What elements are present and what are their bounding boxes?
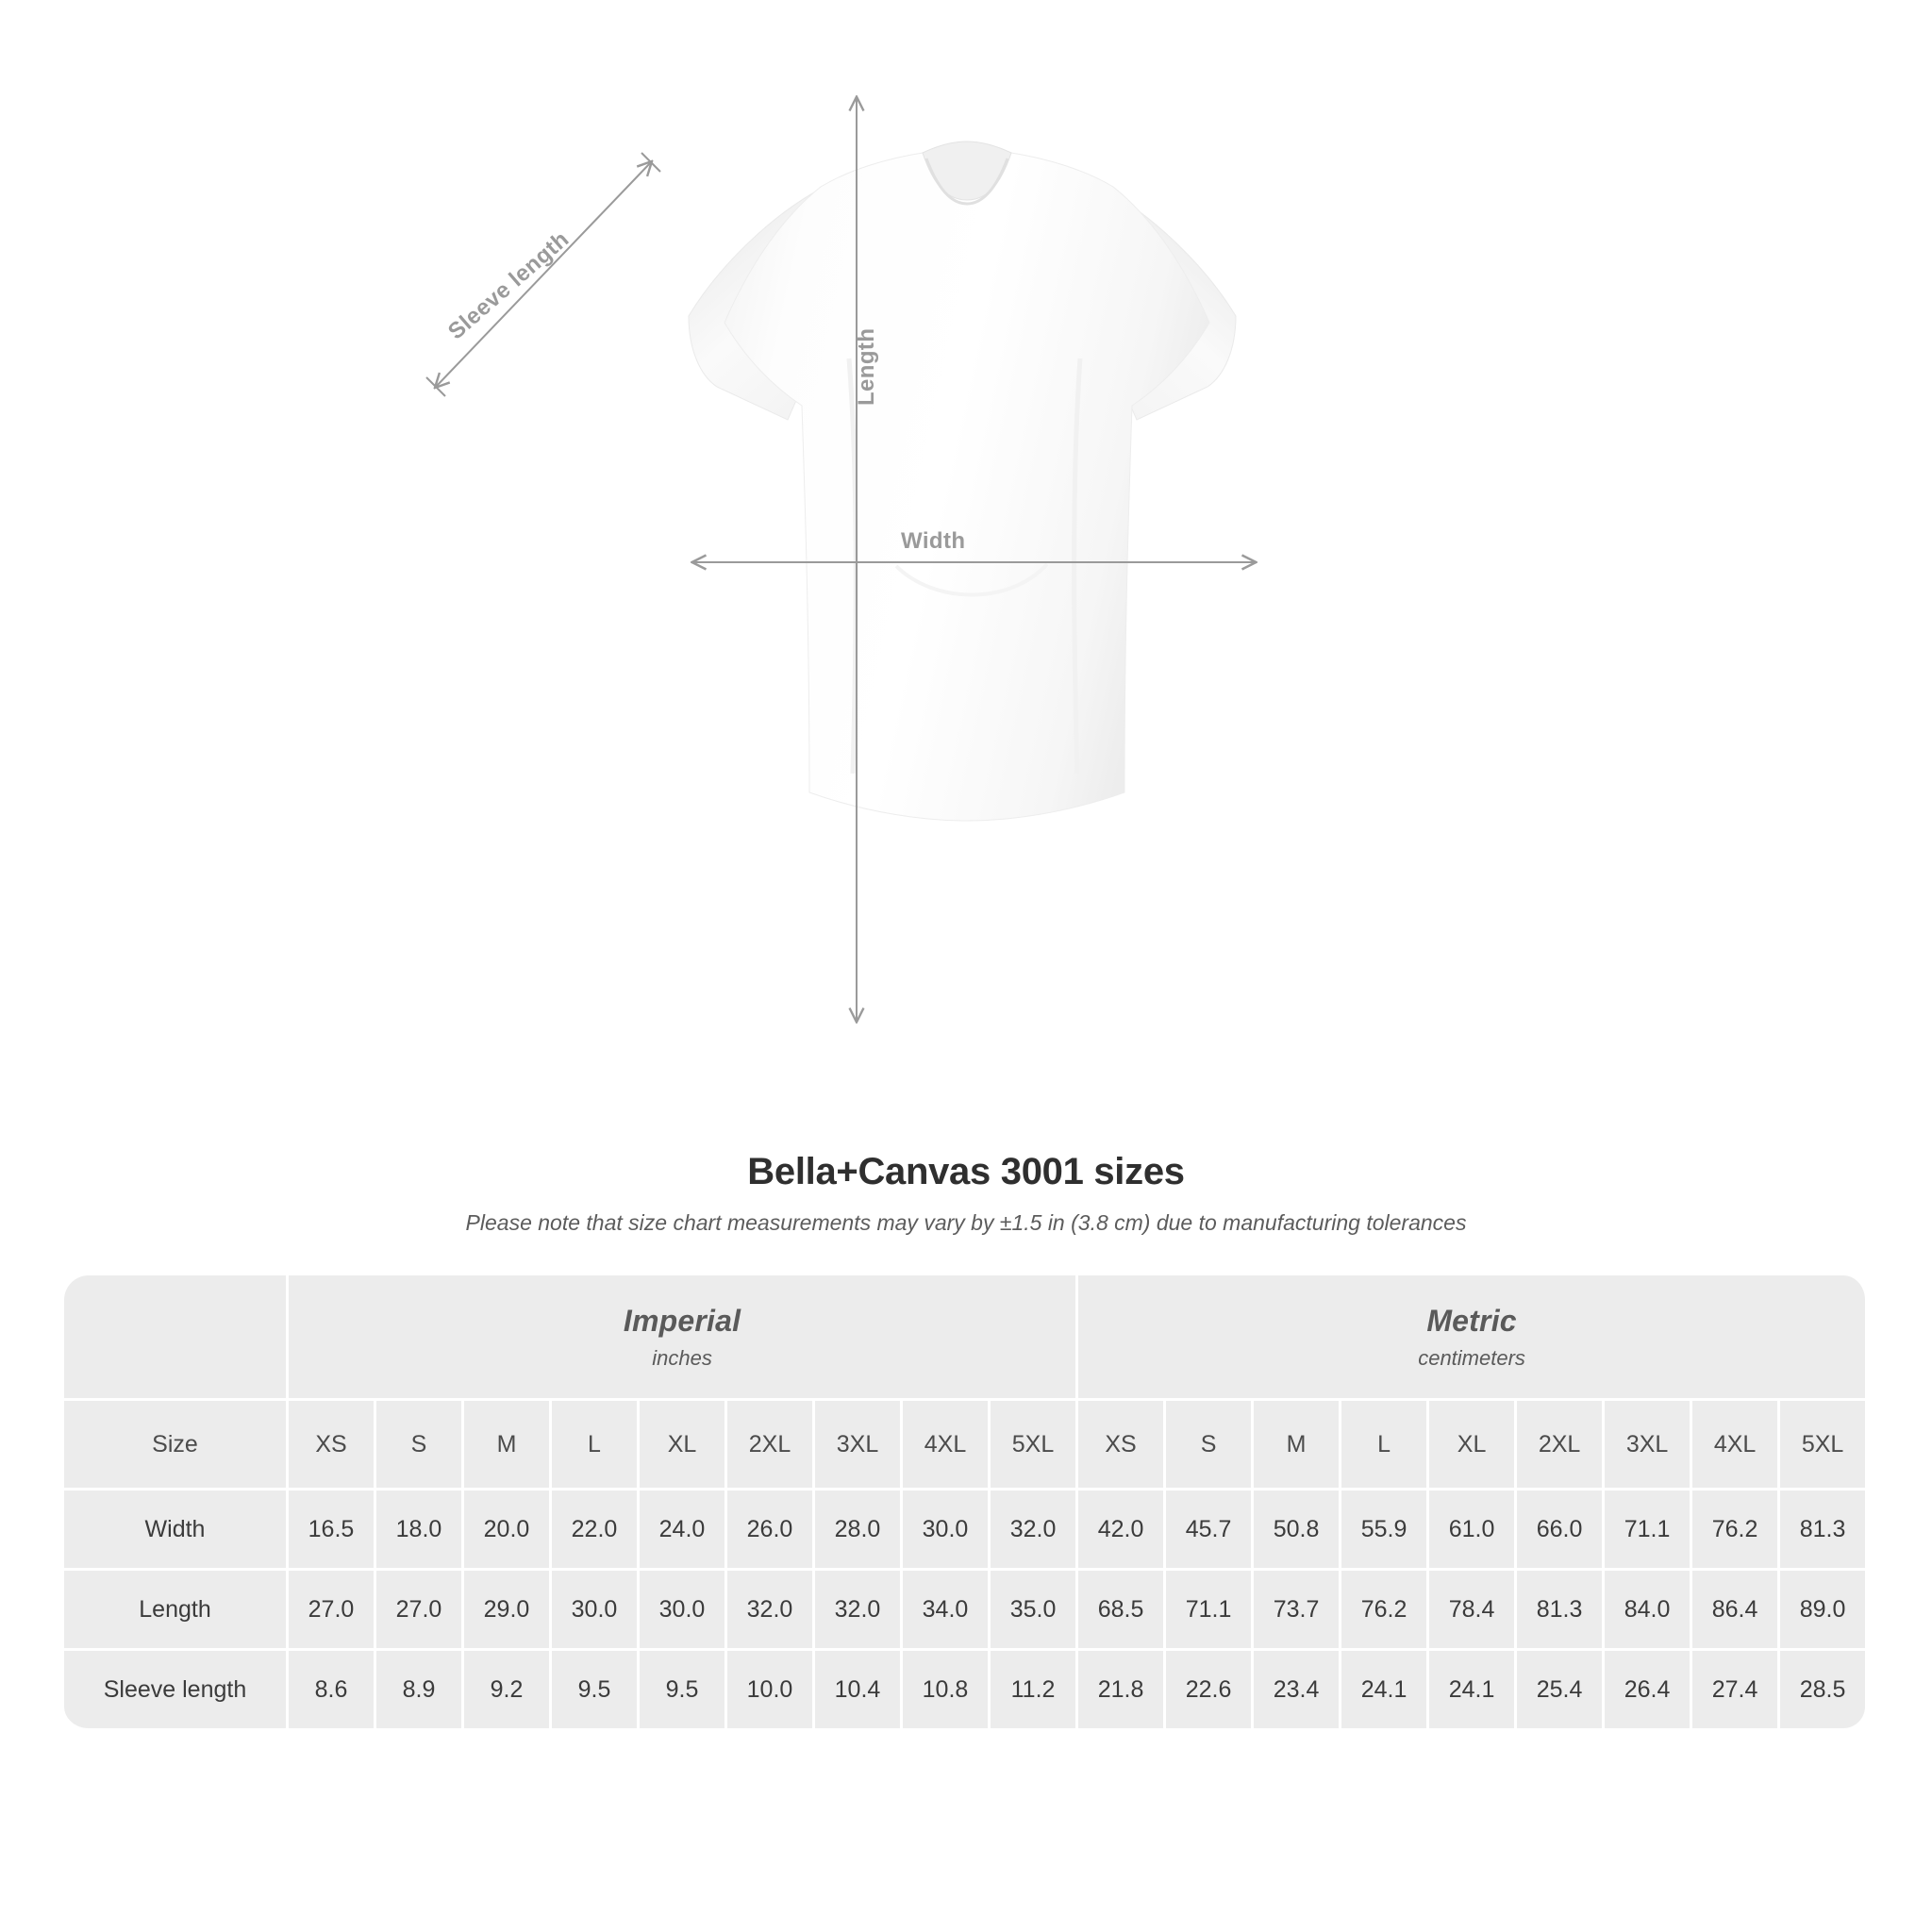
size-header-metric-3xl: 3XL bbox=[1605, 1401, 1692, 1491]
cell-sleeve-imperial-4xl: 10.8 bbox=[903, 1651, 991, 1731]
chart-heading bbox=[0, 1151, 1932, 1236]
size-header-row bbox=[64, 1401, 1868, 1491]
cell-length-imperial-l: 30.0 bbox=[552, 1571, 640, 1651]
length-dimension-label: Length bbox=[854, 327, 879, 406]
size-header-metric-xs: XS bbox=[1078, 1401, 1166, 1491]
size-table bbox=[64, 1275, 1868, 1731]
cell-sleeve-imperial-5xl: 11.2 bbox=[991, 1651, 1078, 1731]
size-header-imperial-l: L bbox=[552, 1401, 640, 1491]
size-header-imperial-xs: XS bbox=[289, 1401, 376, 1491]
cell-length-metric-3xl: 84.0 bbox=[1605, 1571, 1692, 1651]
cell-sleeve-metric-xl: 24.1 bbox=[1429, 1651, 1517, 1731]
size-header-imperial-3xl: 3XL bbox=[815, 1401, 903, 1491]
unit-header-metric bbox=[1078, 1275, 1868, 1401]
unit-header-corner bbox=[64, 1275, 289, 1401]
cell-sleeve-imperial-s: 8.9 bbox=[376, 1651, 464, 1731]
size-header-imperial-2xl: 2XL bbox=[727, 1401, 815, 1491]
cell-width-metric-4xl: 76.2 bbox=[1692, 1491, 1780, 1571]
cell-sleeve-metric-m: 23.4 bbox=[1254, 1651, 1341, 1731]
size-table-wrapper bbox=[64, 1275, 1868, 1731]
cell-width-metric-m: 50.8 bbox=[1254, 1491, 1341, 1571]
cell-length-metric-m: 73.7 bbox=[1254, 1571, 1341, 1651]
cell-sleeve-imperial-2xl: 10.0 bbox=[727, 1651, 815, 1731]
cell-width-imperial-5xl: 32.0 bbox=[991, 1491, 1078, 1571]
size-header-metric-s: S bbox=[1166, 1401, 1254, 1491]
unit-name-imperial: Imperial bbox=[623, 1303, 741, 1338]
cell-width-imperial-xl: 24.0 bbox=[640, 1491, 727, 1571]
table-row bbox=[64, 1651, 1868, 1731]
size-header-metric-5xl: 5XL bbox=[1780, 1401, 1868, 1491]
size-header-imperial-s: S bbox=[376, 1401, 464, 1491]
size-header-imperial-4xl: 4XL bbox=[903, 1401, 991, 1491]
unit-name-metric: Metric bbox=[1426, 1303, 1517, 1338]
cell-width-metric-s: 45.7 bbox=[1166, 1491, 1254, 1571]
cell-sleeve-metric-2xl: 25.4 bbox=[1517, 1651, 1605, 1731]
cell-length-metric-xs: 68.5 bbox=[1078, 1571, 1166, 1651]
unit-header-row bbox=[64, 1275, 1868, 1401]
size-header-metric-4xl: 4XL bbox=[1692, 1401, 1780, 1491]
unit-sub-metric: centimeters bbox=[1418, 1345, 1525, 1370]
cell-width-metric-2xl: 66.0 bbox=[1517, 1491, 1605, 1571]
size-header-imperial-xl: XL bbox=[640, 1401, 727, 1491]
row-label-width: Width bbox=[64, 1491, 289, 1571]
cell-width-imperial-m: 20.0 bbox=[464, 1491, 552, 1571]
cell-width-metric-xs: 42.0 bbox=[1078, 1491, 1166, 1571]
cell-length-metric-4xl: 86.4 bbox=[1692, 1571, 1780, 1651]
size-header-imperial-5xl: 5XL bbox=[991, 1401, 1078, 1491]
cell-width-imperial-l: 22.0 bbox=[552, 1491, 640, 1571]
size-header-metric-xl: XL bbox=[1429, 1401, 1517, 1491]
cell-sleeve-metric-s: 22.6 bbox=[1166, 1651, 1254, 1731]
cell-width-metric-xl: 61.0 bbox=[1429, 1491, 1517, 1571]
cell-width-imperial-2xl: 26.0 bbox=[727, 1491, 815, 1571]
table-row bbox=[64, 1571, 1868, 1651]
cell-sleeve-metric-5xl: 28.5 bbox=[1780, 1651, 1868, 1731]
unit-header-imperial bbox=[289, 1275, 1078, 1401]
cell-length-imperial-5xl: 35.0 bbox=[991, 1571, 1078, 1651]
cell-sleeve-metric-4xl: 27.4 bbox=[1692, 1651, 1780, 1731]
cell-width-metric-3xl: 71.1 bbox=[1605, 1491, 1692, 1571]
cell-sleeve-metric-l: 24.1 bbox=[1341, 1651, 1429, 1731]
row-label-length: Length bbox=[64, 1571, 289, 1651]
cell-length-metric-5xl: 89.0 bbox=[1780, 1571, 1868, 1651]
cell-sleeve-imperial-xs: 8.6 bbox=[289, 1651, 376, 1731]
cell-sleeve-imperial-m: 9.2 bbox=[464, 1651, 552, 1731]
cell-length-imperial-4xl: 34.0 bbox=[903, 1571, 991, 1651]
sleeve-length-dimension-label: Sleeve length bbox=[443, 226, 575, 345]
cell-length-imperial-xl: 30.0 bbox=[640, 1571, 727, 1651]
cell-length-metric-l: 76.2 bbox=[1341, 1571, 1429, 1651]
cell-sleeve-imperial-3xl: 10.4 bbox=[815, 1651, 903, 1731]
cell-width-metric-l: 55.9 bbox=[1341, 1491, 1429, 1571]
page-title: Bella+Canvas 3001 sizes bbox=[747, 1151, 1185, 1192]
cell-length-imperial-s: 27.0 bbox=[376, 1571, 464, 1651]
cell-width-imperial-xs: 16.5 bbox=[289, 1491, 376, 1571]
cell-length-imperial-xs: 27.0 bbox=[289, 1571, 376, 1651]
cell-width-metric-5xl: 81.3 bbox=[1780, 1491, 1868, 1571]
cell-length-imperial-m: 29.0 bbox=[464, 1571, 552, 1651]
size-header-metric-l: L bbox=[1341, 1401, 1429, 1491]
size-header-imperial-m: M bbox=[464, 1401, 552, 1491]
cell-sleeve-metric-xs: 21.8 bbox=[1078, 1651, 1166, 1731]
size-header-metric-m: M bbox=[1254, 1401, 1341, 1491]
cell-width-imperial-3xl: 28.0 bbox=[815, 1491, 903, 1571]
width-dimension-label: Width bbox=[901, 528, 966, 554]
cell-length-imperial-2xl: 32.0 bbox=[727, 1571, 815, 1651]
size-header-metric-2xl: 2XL bbox=[1517, 1401, 1605, 1491]
row-label-sleeve-length: Sleeve length bbox=[64, 1651, 289, 1731]
cell-sleeve-imperial-l: 9.5 bbox=[552, 1651, 640, 1731]
cell-length-metric-2xl: 81.3 bbox=[1517, 1571, 1605, 1651]
size-header-label: Size bbox=[64, 1401, 289, 1491]
cell-width-imperial-4xl: 30.0 bbox=[903, 1491, 991, 1571]
unit-sub-imperial: inches bbox=[652, 1345, 712, 1370]
cell-width-imperial-s: 18.0 bbox=[376, 1491, 464, 1571]
cell-sleeve-imperial-xl: 9.5 bbox=[640, 1651, 727, 1731]
cell-length-metric-s: 71.1 bbox=[1166, 1571, 1254, 1651]
tolerance-note: Please note that size chart measurements may vary by ±1.5 in (3.8 cm) due to manufacturing tolerances bbox=[465, 1210, 1467, 1235]
cell-length-imperial-3xl: 32.0 bbox=[815, 1571, 903, 1651]
cell-length-metric-xl: 78.4 bbox=[1429, 1571, 1517, 1651]
table-row bbox=[64, 1491, 1868, 1571]
cell-sleeve-metric-3xl: 26.4 bbox=[1605, 1651, 1692, 1731]
